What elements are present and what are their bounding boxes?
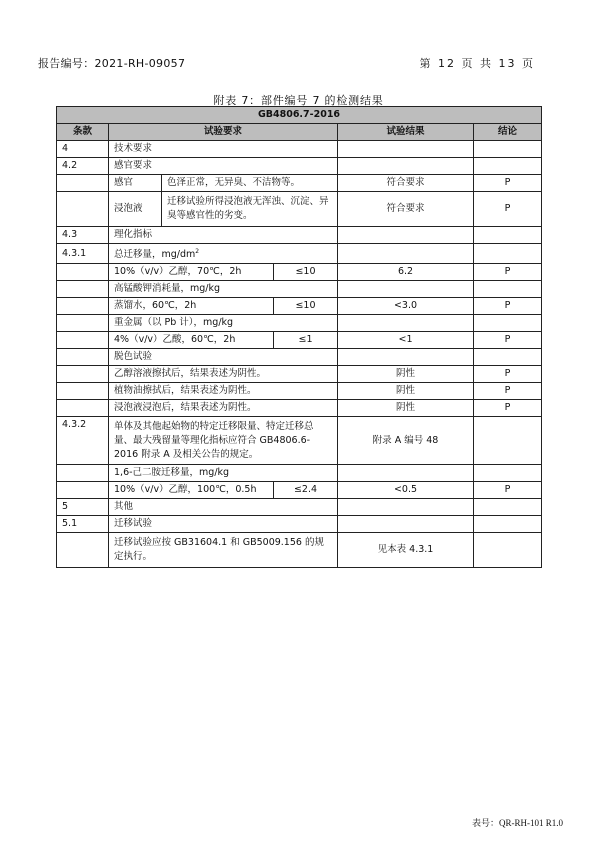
table-row bbox=[57, 227, 542, 244]
requirement-cell: 色泽正常，无异臭、不洁物等。 bbox=[162, 175, 338, 192]
result-cell: <3.0 bbox=[338, 298, 474, 315]
table-row bbox=[57, 298, 542, 315]
result-cell bbox=[338, 141, 474, 158]
table-row bbox=[57, 332, 542, 349]
result-cell bbox=[338, 499, 474, 516]
table-row bbox=[57, 482, 542, 499]
limit-cell: ≤2.4 bbox=[274, 482, 338, 499]
clause-cell bbox=[57, 349, 109, 366]
clause-cell: 4.3.2 bbox=[57, 417, 109, 465]
requirement-cell: 迁移试验应按 GB31604.1 和 GB5009.156 的规定执行。 bbox=[109, 533, 338, 568]
verdict-cell bbox=[474, 516, 542, 533]
verdict-cell: P bbox=[474, 400, 542, 417]
verdict-cell bbox=[474, 244, 542, 264]
results-table bbox=[56, 106, 542, 568]
table-row bbox=[57, 533, 542, 568]
result-cell: <0.5 bbox=[338, 482, 474, 499]
result-cell: 阴性 bbox=[338, 400, 474, 417]
verdict-cell bbox=[474, 349, 542, 366]
requirement-cell: 单体及其他起始物的特定迁移限量、特定迁移总量、最大残留量等理化指标应符合 GB4806.6-2016 附录 A 及相关公告的规定。 bbox=[109, 417, 338, 465]
limit-cell: ≤1 bbox=[274, 332, 338, 349]
condition-cell: 10%（v/v）乙醇，100℃，0.5h bbox=[109, 482, 274, 499]
clause-cell: 4.3 bbox=[57, 227, 109, 244]
verdict-cell: P bbox=[474, 264, 542, 281]
requirement-cell: 重金属（以 Pb 计），mg/kg bbox=[109, 315, 338, 332]
clause-cell bbox=[57, 298, 109, 315]
table-row bbox=[57, 349, 542, 366]
condition-cell: 蒸馏水，60℃，2h bbox=[109, 298, 274, 315]
requirement-cell: 其他 bbox=[109, 499, 338, 516]
table-row bbox=[57, 175, 542, 192]
table-row bbox=[57, 465, 542, 482]
condition-cell: 4%（v/v）乙酸，60℃，2h bbox=[109, 332, 274, 349]
clause-cell bbox=[57, 533, 109, 568]
standard-row bbox=[57, 107, 542, 124]
table-row bbox=[57, 516, 542, 533]
table-row bbox=[57, 264, 542, 281]
requirement-text: 总迁移量，mg/dm bbox=[114, 249, 196, 261]
table-row bbox=[57, 192, 542, 227]
report-number: 报告编号：2021-RH-09057 bbox=[38, 57, 186, 70]
limit-cell: ≤10 bbox=[274, 264, 338, 281]
page-indicator: 第 12 页 共 13 页 bbox=[419, 57, 535, 70]
table-header-row bbox=[57, 124, 542, 141]
requirement-cell bbox=[109, 244, 338, 264]
result-cell: 阴性 bbox=[338, 366, 474, 383]
verdict-cell: P bbox=[474, 366, 542, 383]
unit-superscript: 2 bbox=[195, 248, 200, 255]
verdict-cell bbox=[474, 141, 542, 158]
verdict-cell: P bbox=[474, 482, 542, 499]
table-row bbox=[57, 383, 542, 400]
verdict-cell bbox=[474, 465, 542, 482]
result-cell bbox=[338, 227, 474, 244]
result-cell bbox=[338, 349, 474, 366]
col-header-clause: 条款 bbox=[57, 124, 109, 141]
verdict-cell bbox=[474, 315, 542, 332]
result-cell bbox=[338, 315, 474, 332]
requirement-cell: 脱色试验 bbox=[109, 349, 338, 366]
table-row bbox=[57, 417, 542, 465]
clause-cell: 4.2 bbox=[57, 158, 109, 175]
table-row bbox=[57, 281, 542, 298]
table-row bbox=[57, 315, 542, 332]
clause-cell bbox=[57, 315, 109, 332]
verdict-cell: P bbox=[474, 192, 542, 227]
verdict-cell bbox=[474, 227, 542, 244]
requirement-cell: 技术要求 bbox=[109, 141, 338, 158]
clause-cell bbox=[57, 400, 109, 417]
verdict-cell: P bbox=[474, 298, 542, 315]
requirement-cell: 1,6-己二胺迁移量，mg/kg bbox=[109, 465, 338, 482]
table-row bbox=[57, 366, 542, 383]
result-cell: 见本表 4.3.1 bbox=[338, 533, 474, 568]
table-row bbox=[57, 400, 542, 417]
standard-title: GB4806.7-2016 bbox=[57, 107, 542, 124]
clause-cell bbox=[57, 281, 109, 298]
requirement-cell: 迁移试验 bbox=[109, 516, 338, 533]
verdict-cell: P bbox=[474, 175, 542, 192]
table-row bbox=[57, 141, 542, 158]
col-header-verdict: 结论 bbox=[474, 124, 542, 141]
clause-cell: 4 bbox=[57, 141, 109, 158]
result-cell bbox=[338, 281, 474, 298]
table-row bbox=[57, 158, 542, 175]
result-cell bbox=[338, 516, 474, 533]
result-cell: 符合要求 bbox=[338, 175, 474, 192]
result-cell: 6.2 bbox=[338, 264, 474, 281]
clause-cell: 4.3.1 bbox=[57, 244, 109, 264]
limit-cell: ≤10 bbox=[274, 298, 338, 315]
result-cell: 符合要求 bbox=[338, 192, 474, 227]
verdict-cell: P bbox=[474, 332, 542, 349]
requirement-cell: 植物油擦拭后，结果表述为阴性。 bbox=[109, 383, 338, 400]
result-cell bbox=[338, 244, 474, 264]
clause-cell bbox=[57, 366, 109, 383]
condition-cell: 10%（v/v）乙醇，70℃，2h bbox=[109, 264, 274, 281]
clause-cell bbox=[57, 465, 109, 482]
col-header-requirement: 试验要求 bbox=[109, 124, 338, 141]
verdict-cell bbox=[474, 499, 542, 516]
clause-cell bbox=[57, 482, 109, 499]
clause-cell: 5.1 bbox=[57, 516, 109, 533]
verdict-cell bbox=[474, 533, 542, 568]
table-row bbox=[57, 244, 542, 264]
result-cell: 阴性 bbox=[338, 383, 474, 400]
requirement-cell: 感官要求 bbox=[109, 158, 338, 175]
requirement-cell: 迁移试验所得浸泡液无浑浊、沉淀、异臭等感官性的劣变。 bbox=[162, 192, 338, 227]
result-cell bbox=[338, 158, 474, 175]
verdict-cell: P bbox=[474, 383, 542, 400]
sub-item-cell: 感官 bbox=[109, 175, 162, 192]
verdict-cell bbox=[474, 158, 542, 175]
result-cell: <1 bbox=[338, 332, 474, 349]
table-row bbox=[57, 499, 542, 516]
col-header-result: 试验结果 bbox=[338, 124, 474, 141]
clause-cell: 5 bbox=[57, 499, 109, 516]
verdict-cell bbox=[474, 417, 542, 465]
clause-cell bbox=[57, 383, 109, 400]
requirement-cell: 高锰酸钾消耗量，mg/kg bbox=[109, 281, 338, 298]
clause-cell bbox=[57, 332, 109, 349]
requirement-cell: 乙醇溶液擦拭后，结果表述为阴性。 bbox=[109, 366, 338, 383]
clause-cell bbox=[57, 264, 109, 281]
clause-cell bbox=[57, 192, 109, 227]
result-cell bbox=[338, 465, 474, 482]
sub-item-cell: 浸泡液 bbox=[109, 192, 162, 227]
clause-cell bbox=[57, 175, 109, 192]
verdict-cell bbox=[474, 281, 542, 298]
form-number: 表号：QR-RH-101 R1.0 bbox=[471, 818, 563, 828]
requirement-cell: 浸泡液浸泡后，结果表述为阴性。 bbox=[109, 400, 338, 417]
requirement-cell: 理化指标 bbox=[109, 227, 338, 244]
result-cell: 附录 A 编号 48 bbox=[338, 417, 474, 465]
table-caption: 附表 7：部件编号 7 的检测结果 bbox=[213, 94, 384, 107]
